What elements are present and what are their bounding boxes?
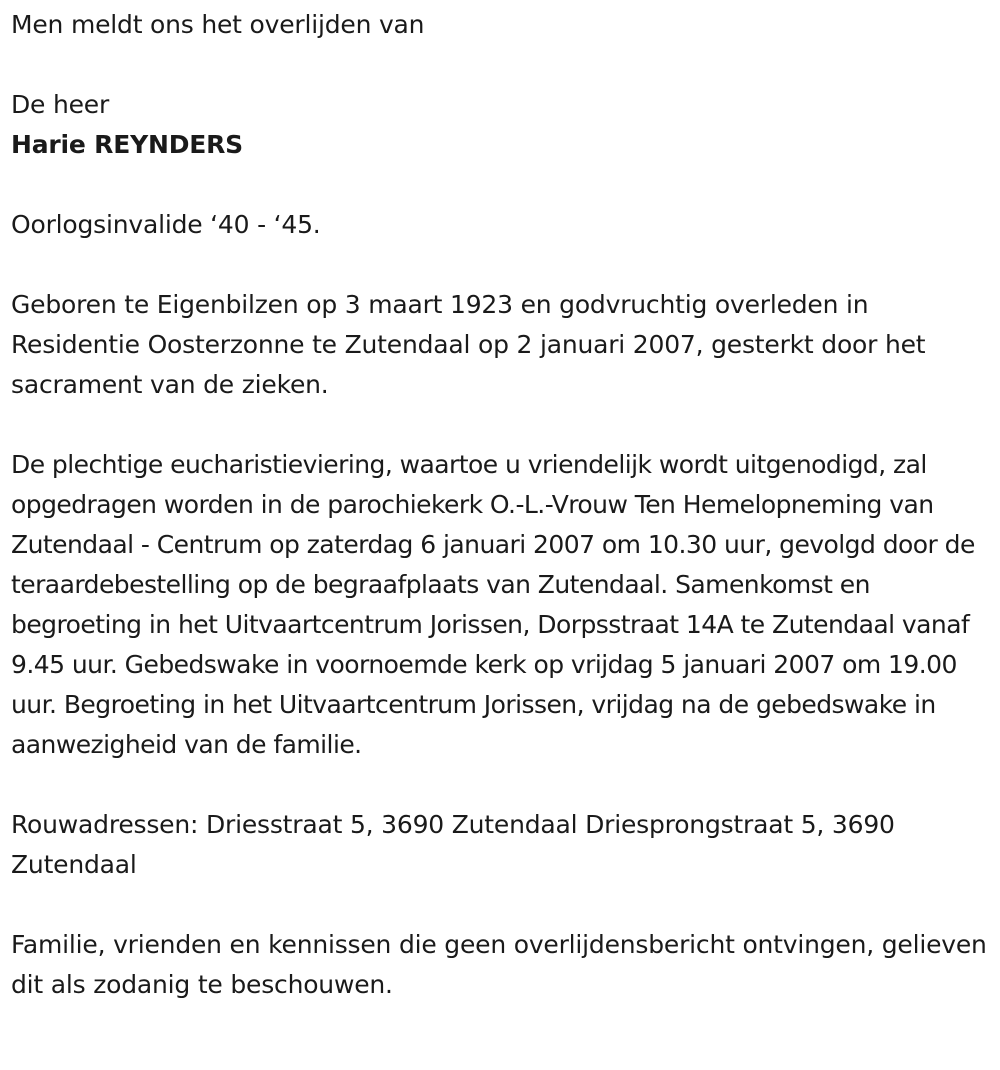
birth-death-paragraph: Geboren te Eigenbilzen op 3 maart 1923 en godvruchtig overleden in Residentie Oosterzonne te Zutendaal op 2 januari 2007, gesterkt door het sacrament van de zieken. [11,290,926,399]
obituary-notice [11,5,993,1005]
spacer [11,885,993,925]
intro-text: Men meldt ons het overlijden van [11,10,425,39]
deceased-name: Harie REYNDERS [11,130,243,159]
title-prefix: De heer [11,90,110,119]
addresses-paragraph: Rouwadressen: Driesstraat 5, 3690 Zutendaal Driesprongstraat 5, 3690 Zutendaal [11,810,895,879]
ceremony-paragraph: De plechtige eucharistieviering, waartoe u vriendelijk wordt uitgenodigd, zal opgedragen worden in de parochiekerk O.-L.-Vrouw Ten Hemelopneming van Zutendaal - Centrum op zaterdag 6 januari 2007 om 10.30 uur, gevolgd door de teraardebestelling op de begraafplaats van Zutendaal. Samenkomst en begroeting in het Uitvaartcentrum Jorissen, Dorpsstraat 14A te Zutendaal vanaf 9.45 uur. Gebedswake in voornoemde kerk op vrijdag 5 januari 2007 om 19.00 uur. Begroeting in het Uitvaartcentrum Jorissen, vrijdag na de gebedswake in aanwezigheid van de familie. [11,450,975,759]
spacer [11,405,993,445]
spacer [11,245,993,285]
spacer [11,165,993,205]
closing-paragraph: Familie, vrienden en kennissen die geen overlijdensbericht ontvingen, gelieven dit als zodanig te beschouwen. [11,930,987,999]
spacer [11,765,993,805]
spacer [11,45,993,85]
distinction-text: Oorlogsinvalide ‘40 - ‘45. [11,210,321,239]
